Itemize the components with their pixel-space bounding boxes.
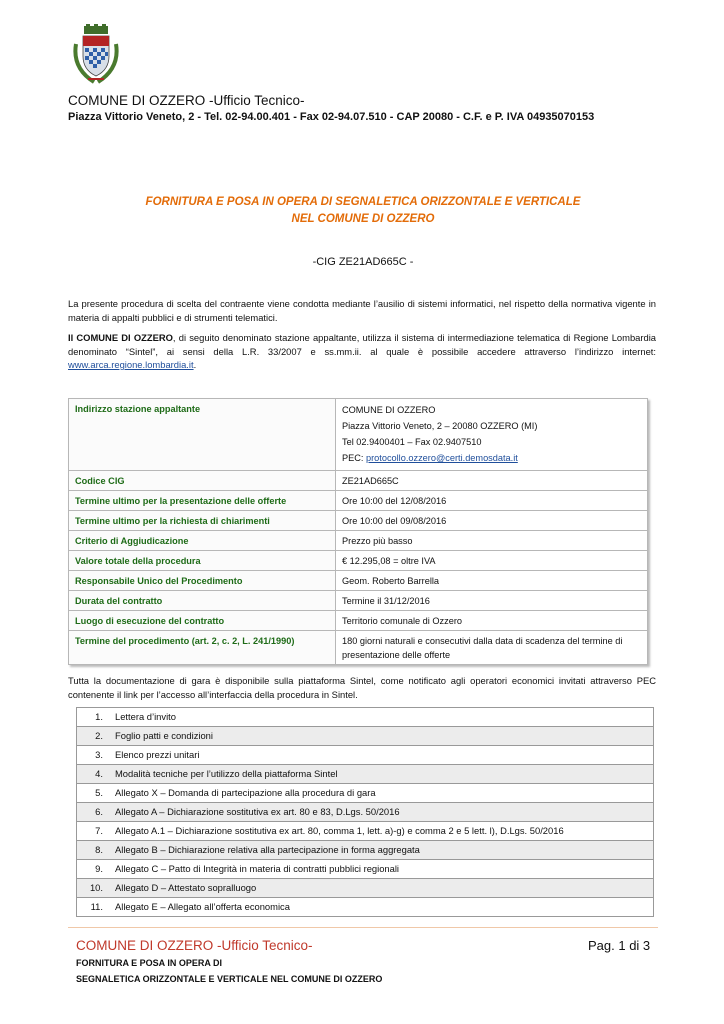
cig-code: -CIG ZE21AD665C -: [312, 256, 414, 268]
list-number: 10.: [77, 879, 112, 898]
list-text: Allegato A.1 – Dichiarazione sostitutiva ex art. 80, comma 1, lett. a)-g) e comma 2 e 5 lett. l), D.Lgs. 50/2016: [111, 822, 654, 841]
list-item: [77, 765, 654, 784]
list-number: 2.: [77, 727, 112, 746]
table-row: [69, 511, 648, 531]
info-value: ZE21AD665C: [336, 471, 648, 491]
list-item: [77, 822, 654, 841]
list-item: [77, 860, 654, 879]
paragraph-end: .: [193, 359, 197, 370]
coat-of-arms-icon: [70, 24, 122, 86]
document-title-line1: FORNITURA E POSA IN OPERA DI SEGNALETICA ORIZZONTALE E VERTICALE: [145, 196, 581, 208]
info-label: Responsabile Unico del Procedimento: [69, 571, 336, 591]
table-row: [69, 471, 648, 491]
footer-subtitle-line1: FORNITURA E POSA IN OPERA DI: [76, 958, 223, 968]
info-label: Termine ultimo per la richiesta di chiarimenti: [69, 511, 336, 531]
list-number: 1.: [77, 708, 112, 727]
header-address: Piazza Vittorio Veneto, 2 - Tel. 02-94.00.401 - Fax 02-94.07.510 - CAP 20080 - C.F. e P. IVA 04935070153: [68, 111, 595, 123]
list-item: [77, 727, 654, 746]
info-label: Criterio di Aggiudicazione: [69, 531, 336, 551]
address-line: Tel 02.9400401 – Fax 02.9407510: [342, 437, 482, 447]
list-text: Allegato D – Attestato sopralluogo: [111, 879, 654, 898]
table-row: [69, 611, 648, 631]
info-label: Termine ultimo per la presentazione delle offerte: [69, 491, 336, 511]
table-row: [69, 571, 648, 591]
footer-divider: [68, 927, 658, 928]
documents-list: [76, 707, 654, 917]
list-item: [77, 898, 654, 917]
list-text: Lettera d’invito: [111, 708, 654, 727]
info-label: Indirizzo stazione appaltante: [69, 399, 336, 471]
documentation-paragraph: Tutta la documentazione di gara è disponibile sulla piattaforma Sintel, come notificato agli operatori economici invitati attraverso PEC contenente il link per l’accesso all’interfaccia della procedura in Sintel.: [68, 675, 656, 700]
table-row: [69, 591, 648, 611]
page-number: Pag. 1 di 3: [588, 938, 651, 953]
arca-link[interactable]: www.arca.regione.lombardia.it: [68, 359, 194, 370]
list-number: 4.: [77, 765, 112, 784]
info-value: Ore 10:00 del 09/08/2016: [336, 511, 648, 531]
table-row: [69, 399, 648, 471]
pec-email-link[interactable]: protocollo.ozzero@certi.demosdata.it: [366, 453, 518, 463]
list-text: Allegato A – Dichiarazione sostitutiva ex art. 80 e 83, D.Lgs. 50/2016: [111, 803, 654, 822]
intro-paragraph: La presente procedura di scelta del contraente viene condotta mediante l’ausilio di sistemi informatici, nel rispetto della normativa vigente in materia di appalti pubblici e di strumenti telematici.: [68, 298, 656, 323]
paragraph-text: , di seguito denominato stazione appaltante, utilizza il sistema di intermediazione telematica di Regione Lombardia denominato “Sintel”, ai sensi della L.R. 33/2007 e ss.mm.ii. al quale è possibile accedere attraverso l’indirizzo internet:: [68, 332, 656, 357]
list-item: [77, 784, 654, 803]
list-item: [77, 879, 654, 898]
list-text: Foglio patti e condizioni: [111, 727, 654, 746]
info-label: Luogo di esecuzione del contratto: [69, 611, 336, 631]
address-line: Piazza Vittorio Veneto, 2 – 20080 OZZERO (MI): [342, 421, 538, 431]
list-number: 6.: [77, 803, 112, 822]
list-item: [77, 708, 654, 727]
table-row: [69, 531, 648, 551]
sintel-paragraph: [68, 331, 656, 372]
pec-label: PEC:: [342, 453, 366, 463]
info-value: Territorio comunale di Ozzero: [336, 611, 648, 631]
list-number: 9.: [77, 860, 112, 879]
footer-subtitle-line2: SEGNALETICA ORIZZONTALE E VERTICALE NEL COMUNE DI OZZERO: [76, 974, 383, 984]
info-label: Termine del procedimento (art. 2, c. 2, L. 241/1990): [69, 631, 336, 665]
list-item: [77, 841, 654, 860]
list-number: 3.: [77, 746, 112, 765]
info-label: Durata del contratto: [69, 591, 336, 611]
info-label: Valore totale della procedura: [69, 551, 336, 571]
info-value: Ore 10:00 del 12/08/2016: [336, 491, 648, 511]
footer-title: COMUNE DI OZZERO -Ufficio Tecnico-: [76, 938, 313, 953]
procedure-info-table: [68, 398, 648, 665]
list-text: Allegato E – Allegato all’offerta economica: [111, 898, 654, 917]
address-line: COMUNE DI OZZERO: [342, 405, 436, 415]
list-text: Allegato X – Domanda di partecipazione alla procedura di gara: [111, 784, 654, 803]
document-title-line2: NEL COMUNE DI OZZERO: [291, 213, 435, 225]
info-value: € 12.295,08 = oltre IVA: [336, 551, 648, 571]
list-item: [77, 803, 654, 822]
info-value: 180 giorni naturali e consecutivi dalla data di scadenza del termine di presentazione delle offerte: [336, 631, 648, 665]
header-title: COMUNE DI OZZERO -Ufficio Tecnico-: [68, 93, 305, 108]
info-label: Codice CIG: [69, 471, 336, 491]
info-value: Geom. Roberto Barrella: [336, 571, 648, 591]
table-row: [69, 631, 648, 665]
list-text: Allegato C – Patto di Integrità in materia di contratti pubblici regionali: [111, 860, 654, 879]
list-number: 7.: [77, 822, 112, 841]
info-value: Termine il 31/12/2016: [336, 591, 648, 611]
list-number: 8.: [77, 841, 112, 860]
info-value-address: [336, 399, 648, 471]
list-number: 11.: [77, 898, 112, 917]
paragraph-bold-lead: Il COMUNE DI OZZERO: [68, 332, 173, 343]
list-text: Modalità tecniche per l’utilizzo della piattaforma Sintel: [111, 765, 654, 784]
info-value: Prezzo più basso: [336, 531, 648, 551]
list-text: Allegato B – Dichiarazione relativa alla partecipazione in forma aggregata: [111, 841, 654, 860]
list-number: 5.: [77, 784, 112, 803]
table-row: [69, 491, 648, 511]
list-item: [77, 746, 654, 765]
pec-line: [342, 450, 641, 468]
list-text: Elenco prezzi unitari: [111, 746, 654, 765]
table-row: [69, 551, 648, 571]
